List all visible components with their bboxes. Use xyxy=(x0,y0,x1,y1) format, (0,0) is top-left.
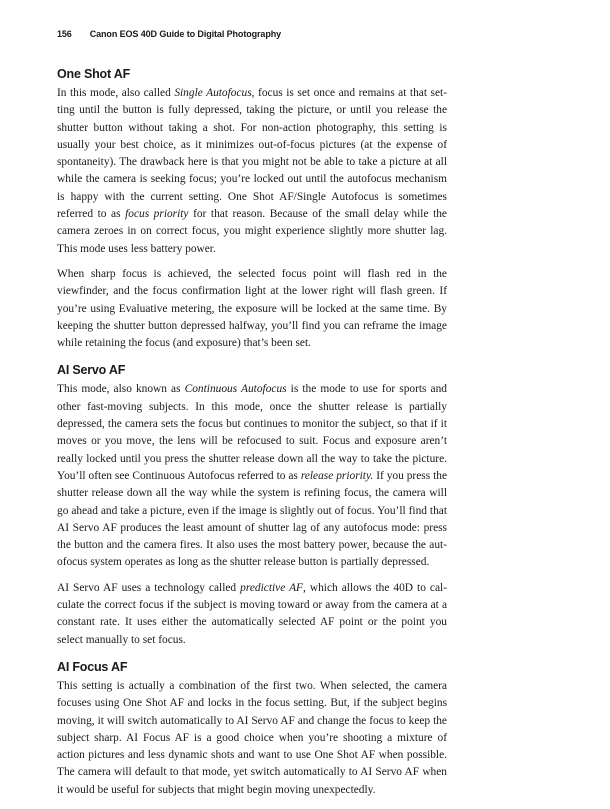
page-number: 156 xyxy=(57,29,72,39)
paragraph: AI Servo AF uses a technology called predictive AF, which allows the 40D to calculate the correct focus if the subject is moving toward or away from the camera at a constant rate. It uses either the automatically selected AF point or the point you select manually to set focus. xyxy=(57,581,447,646)
paragraph: This mode, also known as Continuous Autofocus is the mode to use for sports and other fast-moving subjects. In this mode, once the shutter release is partially depressed, the camera sets the focus but continues to monitor the subject, so that if it moves or you move, the lens will be refocused to suit. Focus and exposure aren’t really locked until you press the shutter release down all the way to take the picture. You’ll often see Continuous Autofocus referred to as release priority. If you press the shutter release down all the way while the system is refining focus, the camera will go ahead and take a picture, even if the image is slightly out of focus. You’ll find that AI Servo AF produces the least amount of shutter lag of any autofocus mode: press the button and the camera fires. It also uses the most battery power, because the autofocus system operates as long as the shutter release button is partially depressed. xyxy=(57,383,448,569)
section-heading: AI Servo AF xyxy=(57,363,126,378)
running-head xyxy=(57,29,281,39)
paragraph: In this mode, also called Single Autofocus, focus is set once and remains at that setting until the button is fully depressed, taking the picture, or until you release the shutter button without taking a shot. For non-action photography, this setting is usually your best choice, as it minimizes out-of-focus pictures (at the expense of spontaneity). The drawback here is that you might not be able to take a picture at all while the camera is seeking focus; you’re locked out until the autofocus mechanism is happy with the current setting. One Shot AF/Single Autofocus is sometimes referred to as focus priority for that reason. Because of the small delay while the camera zeroes in on correct focus, you might experience slightly more shutter lag. This mode uses less battery power. xyxy=(57,87,447,255)
paragraph: When sharp focus is achieved, the selected focus point will flash red in the viewfinder, and the focus confirmation light at the lower right will flash green. If you’re using Evaluative metering, the exposure will be locked at the same time. By keeping the shutter button depressed halfway, you’ll find you can reframe the image while retaining the focus (and exposure) that’s been set. xyxy=(57,267,447,350)
section-heading: AI Focus AF xyxy=(57,659,128,674)
section-ai-focus-af xyxy=(57,659,447,799)
section-heading: One Shot AF xyxy=(57,67,131,81)
section-ai-servo-af xyxy=(57,362,447,648)
book-title: Canon EOS 40D Guide to Digital Photography xyxy=(89,29,282,39)
section-one-shot-af xyxy=(57,66,447,352)
paragraph: This setting is actually a combination of the first two. When selected, the camera focuses using One Shot AF and locks in the focus setting. But, if the subject begins moving, it will switch automatically to AI Servo AF and change the focus to keep the subject sharp. AI Focus AF is a good choice when you’re shooting a mixture of action pictures and less dynamic shots and want to use One Shot AF when possible. The camera will default to that mode, yet switch automatically to AI Servo AF when it would be useful for subjects that might begin moving unexpectedly. xyxy=(57,679,447,796)
page-body xyxy=(57,66,447,809)
